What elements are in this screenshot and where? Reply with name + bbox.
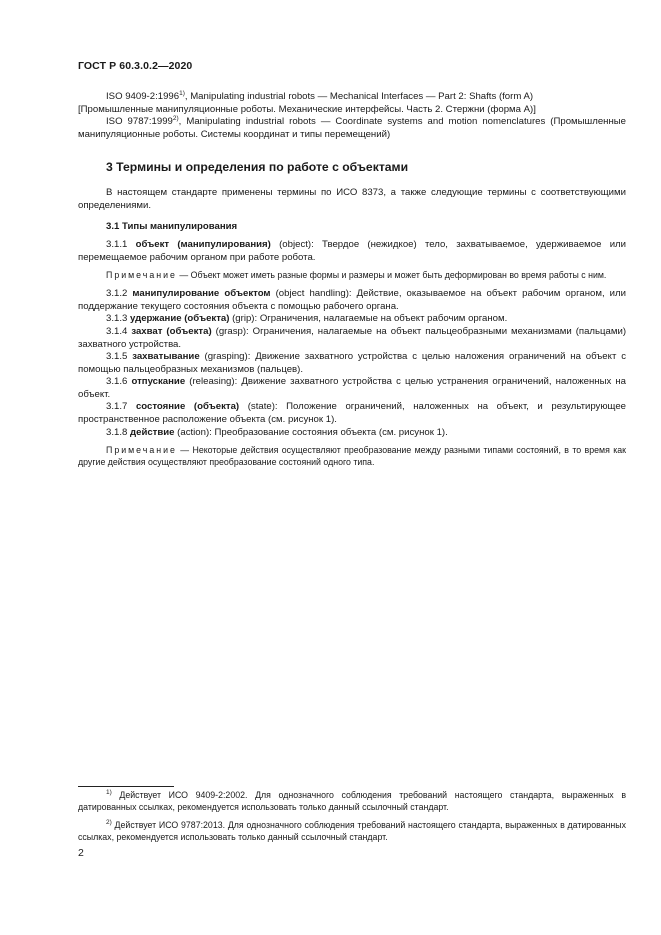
reference-iso-9409: ISO 9409-2:1996$^{1)}$, Manipulating industrial robots — Mechanical Interfaces — Part 2: Shafts (form A) (106, 89, 534, 102)
note-2: Примечание — Некоторые действия осуществляют преобразование между разными типами состояний, в то время как другие действия осуществляют преобразование состояний одного типа. (78, 445, 626, 468)
section-3-intro: В настоящем стандарте применены термины по ИСО 8373, а также следующие термины с соответствующими определениями. (78, 187, 626, 211)
term-3-1-3: 3.1.3 удержание (объекта) (grip): Ограничения, налагаемые на объект рабочим органом. (106, 313, 508, 325)
note-label: Примечание (106, 270, 177, 281)
reference-iso-9787: ISO 9787:1999$^{2)}$, Manipulating industrial robots — Coordinate systems and motion nomenclatures (Промышленные манипуляционные роботы. Системы координат и типы перемещений) (78, 115, 626, 140)
footnote-ref-1[interactable]: 1) (179, 89, 185, 97)
footnote-1: $^{1)}$ Действует ИСО 9409-2:2002. Для однозначного соблюдения требований настоящего стандарта, выраженных в датированных ссылках, рекомендуется использовать только данный ссылочный стандарт. (78, 789, 626, 812)
term-3-1-2: 3.1.2 манипулирование объектом (object handling): Действие, оказываемое на объект рабочим органом, или поддержание текущего состояния объекта с помощью рабочего органа. (78, 288, 626, 312)
standard-code: ГОСТ Р 60.3.0.2—2020 (78, 60, 193, 72)
footnotes (78, 789, 626, 849)
term-3-1-1: 3.1.1 объект (манипулирования) (object): Твердое (нежидкое) тело, захватываемое, удерживаемое или перемещаемое рабочим органом при работе робота. (78, 239, 627, 263)
document-body (78, 91, 626, 475)
subsection-3-1-title: 3.1 Типы манипулирования (106, 220, 238, 232)
note-label: Примечание (106, 445, 177, 456)
footnote-2: $^{2)}$ Действует ИСО 9787:2013. Для однозначного соблюдения требований настоящего стандарта, выраженных в датированных ссылках, рекомендуется использовать только данный ссылочный стандарт. (78, 819, 626, 842)
term-3-1-4: 3.1.4 захват (объекта) (grasp): Ограничения, налагаемые на объект пальцеобразными механизмами (пальцами) захватного устройства. (78, 325, 627, 350)
page-number: 2 (78, 847, 84, 859)
footnote-ref-2[interactable]: 2) (172, 115, 179, 122)
note-1: Примечание — Объект может иметь разные формы и размеры и может быть деформирован во время работы с ним. (106, 270, 607, 281)
section-3-title: 3 Термины и определения по работе с объектами (106, 160, 409, 175)
footnote-separator (78, 786, 174, 787)
term-3-1-5: 3.1.5 захватывание (grasping): Движение захватного устройства с целью наложения ограничений на объект с помощью пальцеобразных механизмов (пальцев). (78, 351, 626, 375)
term-3-1-8: 3.1.8 действие (action): Преобразование состояния объекта (см. рисунок 1). (106, 426, 448, 438)
term-3-1-7: 3.1.7 состояние (объекта) (state): Положение ограничений, наложенных на объект, и результирующее пространственное расположение объекта (см. рисунок 1). (78, 401, 626, 426)
reference-iso-9409-translation: [Промышленные манипуляционные роботы. Механические интерфейсы. Часть 2. Стержни (форма А)] (78, 103, 536, 115)
term-3-1-6: 3.1.6 отпускание (releasing): Движение захватного устройства с целью устранения ограничений, наложенных на объект. (78, 376, 627, 400)
